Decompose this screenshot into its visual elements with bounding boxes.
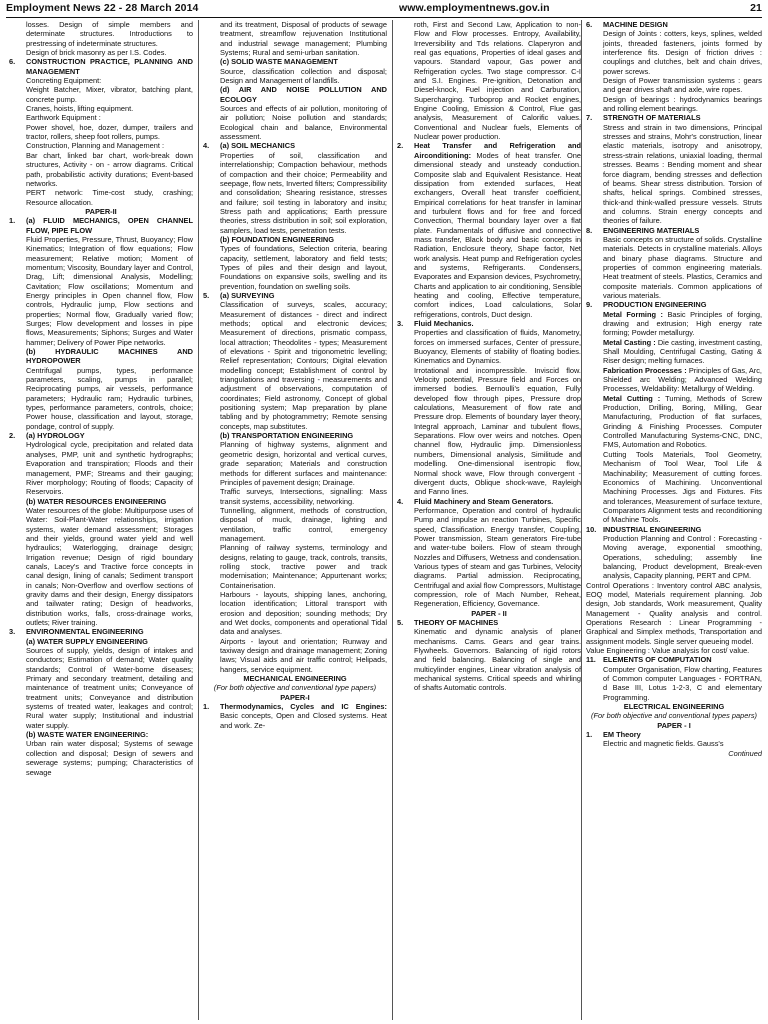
paragraph: Water resources of the globe: Multipurpose uses of Water: Soil-Plant-Water relationships, irrigation systems, water demand assessment; Storages and their yields, ground water yield and well hydraulics; Waterlogging, drainage design; Irrigation revenue; Design of rigid boundary canals, Lacey's and Tractive force concepts in canal design, lining of canals; Sediment transport in canals; Non-Overflow and overflow sections of gravity dams and their design, Energy dissipators and tailwater rating; Design of headworks, distribution works, falls, cross-drainage works, outlets; River training. [26, 505, 193, 627]
paragraph: Traffic surveys, Intersections, signalling: Mass transit systems, accessibility, networking. [220, 487, 387, 506]
section-heading: CONSTRUCTION PRACTICE, PLANNING AND MANAGEMENT [26, 57, 193, 76]
column-divider [581, 20, 582, 1020]
paragraph: Planning of highway systems, alignment and geometric design, horizontal and vertical curves, grade separation; Materials and construction methods for different surfaces and maintenance: Principles of pavement design; Drainage. [220, 440, 387, 487]
paragraph: Design of Power transmission systems : gears and gear drives shaft and axle, wire ropes. [603, 76, 762, 95]
column-divider [392, 20, 393, 1020]
list-item [397, 497, 581, 609]
paragraph: Urban rain water disposal; Systems of sewage collection and disposal; Design of sewers and sewerage systems; pumping; Characteristics of sewage [26, 739, 193, 777]
paragraph: Source, classification collection and disposal; Design and Management of landfills. [220, 66, 387, 86]
section-heading: Fluid Machinery and Steam Generators. [414, 496, 554, 506]
subject-heading: MECHANICAL ENGINEERING [243, 674, 347, 684]
paragraph: PERT network: Time-cost study, crashing; Resource allocation. [26, 188, 193, 207]
item-number: 8. [586, 225, 593, 235]
paragraph: Fluid Properties, Pressure, Thrust, Buoyancy; Flow Kinematics; Integration of flow equations; Flow measurement; Relative motion; Moment of momentum; Viscosity, Boundary layer and Control, Drag, Lift; dimensional Analysis, Modelling; Cavitation; Flow oscillations; Momentum and Energy principles in Open channel flow, Flow controls, Hydraulic jump, Flow sections and properties; Normal flow, Gradually varied flow; Surges; Flow development and losses in pipe flows, Measurements; Siphons; Surges and Water hammer; Delivery of Power Pipe networks. [26, 234, 193, 347]
inline-heading: Heat Transfer and Refrigeration and Airconditioning: [414, 141, 581, 160]
paragraph: Irrotational and incompressible. Inviscid flow. Velocity potential, Pressure field and Forces on immersed bodies. Bernoulli's equation, Fully developed flow through pipes, Pressure drop calculations, Measurement of flow rate and Pressure drop. Elements of boundary layer theory, Integral approach, Laminar and tubulent flows, Separations. Flow over weirs and notches. Open channel flow, Hydraulic jimp. Dimensionless numbers, Dimensional analysis, Similitude and modelling. One-dimensional isentropic flow, Normal shock wave, Flow through convergent - divergent ducts, Oblique shock-wave, Rayleigh and Fanno lines. [414, 365, 581, 497]
paper-heading: PAPER-I [280, 692, 310, 702]
list-item [9, 627, 193, 777]
list-item [586, 525, 762, 581]
list-item [9, 57, 193, 207]
paragraph-text: Die casting, investment casting, Shall Moulding, Centrifugal Casting, Gating & Riser design; melting furnaces. [603, 337, 762, 366]
section-heading: (a) FLUID MECHANICS, OPEN CHANNEL FLOW, PIPE FLOW [26, 216, 193, 235]
header-publication: Employment News 22 - 28 March 2014 [6, 2, 199, 14]
item-number: 10. [586, 524, 597, 534]
section-heading: (b) HYDRAULIC MACHINES AND HYDROPOWER [26, 347, 193, 366]
section-heading: (c) SOLID WASTE MANAGEMENT [220, 57, 338, 67]
item-number: 5. [397, 618, 404, 627]
section-heading: INDUSTRIAL ENGINEERING [603, 524, 702, 534]
inline-heading: Thermodynamics, Cycles and IC Engines: [220, 702, 387, 712]
paragraph: Concreting Equipment: [26, 76, 102, 86]
item-number: 1. [586, 730, 593, 740]
section-heading: (b) TRANSPORTATION ENGINEERING [220, 431, 354, 441]
paragraph: Tunnelling, alignment, methods of construction, disposal of muck, drainage, lighting and ventilation, traffic control, emergency management. [220, 505, 387, 543]
item-number: 6. [586, 20, 593, 29]
paragraph: Value Engineering : Value analysis for cost/ value. [586, 646, 750, 656]
list-item [9, 216, 193, 431]
section-heading: THEORY OF MACHINES [414, 618, 499, 627]
paragraph: Production Planning and Control : Forecasting - Moving average, exponential smoothing, Operations, scheduling; assembly line balancing, Product development, Break-even analysis, Capacity planning, PERT and CPM. [603, 533, 762, 581]
paragraph: Design of brick masonry as per I.S. Codes. [26, 48, 167, 58]
paragraph: Power shovel, hoe, dozer, dumper, trailers and tractor, rollers, sheep foot rollers, pumps. [26, 122, 193, 142]
section-heading: (a) WATER SUPPLY ENGINEERING [26, 636, 148, 646]
paragraph-text: Principles of Gas, Arc, Shielded arc Welding; Advanced Welding Processes, Weldability: Metallurgy of Welding. [603, 365, 762, 394]
list-item [397, 319, 581, 497]
column-1 [9, 20, 193, 1020]
section-heading: (b) WATER RESOURCES ENGINEERING [26, 496, 167, 506]
paragraph: Properties and classification of fluids, Manometry, forces on immersed surfaces, Center of pressure, Buoyancy, Elements of stability of floating bodies. Kinematics and Dynamics. [414, 328, 581, 366]
paragraph: Planning of railway systems, terminology and designs, relating to gauge, track, controls, transits, rolling stock, tractive power and track modernisation; Maintenance; Appurtenant works; Containerisation. [220, 543, 387, 590]
item-number: 2. [9, 431, 16, 441]
continued-label: Continued [728, 748, 762, 758]
subject-note: (For both objective and conventional types papers) [591, 711, 757, 721]
item-number: 7. [586, 113, 593, 123]
header-website[interactable]: www.employmentnews.gov.in [398, 2, 550, 14]
item-number: 2. [397, 141, 404, 151]
subject-note: (For both objective and conventional type papers) [213, 683, 377, 693]
paragraph-text: Modes of heat transfer. One dimensional steady and unsteady conduction. Composite slab and Equivalent Resistance. Heat dissipation from extended surfaces, Heat exchangers, Overall heat transfer coefficient, Empirical correlations for heat transfer in laminar and turbulent flows and for free and forced Convection, Thermal boundary layer over a flat plate. Fundamentals of diffusive and connective mass transfer, Black body and basic concepts in Radiation, Enclosure theory, Shape factor, Net work analysis. Heat pump and Refrigeration cycles and systems, Refrigerants. Condensers, Evaporates and Expansion devices, Psychrometry, Charts and application to air conditioning, Sensible heating and cooling, Effective temperature, comfort indices, Load calculations, Solar refrigerations, controls, Duct design. [414, 150, 581, 319]
paragraph [603, 394, 762, 450]
list-item [586, 730, 762, 749]
list-item [203, 702, 387, 730]
paragraph: Hydrological cycle, precipitation and related data analyses, PMP, unit and synthetic hydrographs; Evaporation and transpiration; Floods and their management, PMF; Streams and their gauging; River morphology; Routing of floods; Capacity of Reservoirs. [26, 440, 193, 497]
paragraph-text: Basic Principles of forging, drawing and extrusion; High energy rate forming; Powder metallurgy. [603, 309, 762, 338]
list-item [586, 20, 762, 113]
section-heading: (b) WASTE WATER ENGINEERING: [26, 730, 149, 740]
inline-heading: Metal Casting : [603, 337, 656, 347]
paragraph: Properties of soil, classification and interrelationship; Compaction behaviour, methods of compaction and their choice; Permeability and seepage, flow nets, Inverted filters; Compressibility and consolidation; Shearing resistance, stresses and failure; soil testing in laboratory and insitu; Stress path and applications; Earth pressure theories, stress distribution in soil; soil exploration, samplers, load tests, penetration tests. [220, 150, 387, 235]
list-item [9, 431, 193, 627]
section-heading: PRODUCTION ENGINEERING [603, 300, 707, 310]
paragraph: Types of foundations, Selection criteria, bearing capacity, settlement, laboratory and field tests; Types of piles and their design and layout, Foundations on expansive soils, swelling and its prevention, foundation on swelling soils. [220, 244, 387, 291]
paragraph: Centrifugal pumps, types, performance parameters, scaling, pumps in parallel; Reciprocating pumps, air vessels, performance parameters; Hydraulic ram; Hydraulic turbines, types, performance parameters, controls, choice; Power house, classification and layout, storage, pondage, control of supply. [26, 365, 193, 431]
paragraph: Weight Batcher, Mixer, vibrator, batching plant, concrete pump. [26, 85, 193, 104]
paragraph: Cutting Tools Materials, Tool Geometry, Mechanism of Tool Wear, Tool Life & Machinability; Measurement of cutting forces. Economics of Machining. Unconventional Machining Processes. Jigs and Fixtures. Fits and tolerances, Measurement of surface texture, Comparators Alignment tests and reconditioning of Machine Tools. [603, 449, 762, 525]
paragraph: Kinematic and dynamic analysis of planer mechanisms. Cams. Gears and gear trains. Flywheels. Governors. Balancing of rigid rotors and field balancing. Balancing of single and multicylinder engines, Linear vibration analysis of mechanical systems. Critical speeds and whirling of shafts Automatic controls. [414, 627, 581, 693]
paragraph: Classification of surveys, scales, accuracy; Measurement of distances - direct and indirect methods; optical and electronic devices; Measurement of directions, prismatic compass, local attraction; Theodolites - types; Measurement of elevations - Spirit and trigonometric levelling; Relief representation; Contours; Digital elevation modelling concept; Establishment of control by triangulations and traversing - measurements and adjustment of observations, computation of coordinates; Field astronomy, Concept of global positioning system; Map preparation by plane tabling and by photogrammetry; Remote sensing concepts, map substitutes. [220, 300, 387, 431]
paper-heading: PAPER - I [657, 720, 691, 730]
subject-heading: ELECTRICAL ENGINEERING [623, 702, 725, 712]
item-number: 6. [9, 57, 16, 67]
paragraph-text: Basic concepts, Open and Closed systems. Heat and work. Ze- [220, 711, 387, 730]
section-heading: ENGINEERING MATERIALS [603, 225, 700, 235]
item-number: 9. [586, 300, 593, 310]
list-item [586, 226, 762, 301]
paragraph [603, 310, 762, 338]
paragraph: Airports - layout and orientation; Runway and taxiway design and drainage management; Zoning laws; Visual aids and air traffic control; Helipads, hangers, service equipment. [220, 636, 387, 674]
paragraph: Cranes, hoists, lifting equipment. [26, 104, 134, 114]
item-number: 3. [9, 627, 16, 637]
list-item [397, 618, 581, 693]
list-item [586, 300, 762, 524]
column-2 [203, 20, 387, 1020]
paper-heading: PAPER-II [85, 206, 117, 216]
inline-heading: Metal Cutting : [603, 393, 661, 403]
paragraph [603, 366, 762, 394]
section-heading: EM Theory [603, 730, 641, 740]
list-item [397, 141, 581, 319]
paragraph: Construction, Planning and Management : [26, 141, 165, 151]
section-heading: (a) SURVEYING [220, 290, 275, 300]
item-number: 4. [397, 496, 404, 506]
paragraph: Design of bearings : hydrodynamics bearings and rolling element bearings. [603, 94, 762, 114]
item-number: 11. [586, 655, 596, 665]
paragraph: Harbours - layouts, shipping lanes, anchoring, location identification; Littoral transport with erosion and deposition; sounding methods; Dry and Wet docks, components and operational Tidal data and analyses. [220, 589, 387, 637]
paragraph: Performance, Operation and control of hydraulic Pump and impulse an reaction Turbines, Specific speed, Classification. Energy transfer, Coupling, Power transmission, Steam generators Fire-tube and water-tube boilers. Flow of steam through Nozzles and Diffusers, Wetness and condensation. Various types of steam and gas Turbines, Velocity diagrams. Partial admission. Reciprocating, Centrifugal and axial flow Compressors, Multistage compression, role of Mach Number, Reheat, Regeneration, Efficiency, Governance. [414, 505, 581, 609]
paragraph: and its treatment, Disposal of products of sewage treatment, streamflow rejuvenation Institutional and industrial sewage management; Plumbing Systems; Rural and semi-urban sanitation. [220, 20, 387, 58]
section-heading: (b) FOUNDATION ENGINEERING [220, 234, 335, 244]
page-header [6, 2, 762, 16]
list-item [203, 141, 387, 291]
paragraph: losses. Design of simple members and determinate structures. Introductions to prestressing of indeterminate structures. [26, 20, 193, 48]
section-heading: (a) HYDROLOGY [26, 431, 85, 441]
paragraph: Sources of supply, yields, design of intakes and conductors; Estimation of demand; Water quality standards; Control of Water-borne diseases; Primary and secondary treatment, detailing and maintenance of treatment units; Conveyance of treatment units; Conveyance and distribution systems of treated water, leakages and control; Rural water supply; Institutional and industrial water supply. [26, 646, 193, 730]
column-4 [586, 20, 762, 1020]
column-divider [198, 20, 199, 1020]
paragraph: Sources and effects of air pollution, monitoring of air pollution; Noise pollution and standards; Ecological chain and balance, Environmental assessment. [220, 104, 387, 142]
list-item [203, 291, 387, 674]
section-heading: MACHINE DESIGN [603, 20, 668, 29]
list-item [586, 113, 762, 225]
paragraph: Basic concepts on structure of solids. Crystalline materials. Detects in crystalline materials. Alloys and binary phase diagrams. Structure and properties of common engineering materials. Heat treatment of steels. Plastics, Ceramics and composite materials. Common applications of various materials. [603, 234, 762, 300]
paragraph: Control Operations : Inventory control ABC analysis, EOQ model, Materials requirement planning. Job design, Job standards, Work measurement, Quality Management - Quality analysis and control. Operations Research : Linear Programming - Graphical and Simplex methods, Transportation and assignment models. Single server queueing model. [586, 580, 762, 646]
item-number: 1. [9, 216, 16, 226]
item-number: 1. [203, 702, 210, 712]
paragraph: Earthwork Equipment : [26, 113, 101, 123]
list-item [586, 655, 762, 702]
paragraph: Computer Organisation, Flow charting, Features of Common computer Languages - FORTRAN, d Base III, Lotus 1-2-3, C and elementary Programming. [603, 664, 762, 702]
paragraph: Stress and strain in two dimensions, Principal stresses and strains, Mohr's construction, linear elastic materials, isotropy and anisotropy, stress-strain relations, uniaxial loading, thermal stresses. Beams : Bending moment and shear force diagram, bending stresses and deflection of beams. Shear stress distribution. Torsion of shafts, helical springs. Combined stresses, thick-and think-walled pressure vessels. Struts and columns. Strain energy concepts and theories of failure. [603, 122, 762, 226]
section-heading: (d) AIR AND NOISE POLLUTION AND ECOLOGY [220, 85, 387, 104]
header-page-number: 21 [750, 2, 762, 14]
section-heading: ENVIRONMENTAL ENGINEERING [26, 627, 144, 637]
item-number: 3. [397, 319, 404, 328]
section-heading: Fluid Mechanics. [414, 319, 474, 328]
inline-heading: Fabrication Processes : [603, 365, 687, 375]
item-number: 5. [203, 290, 210, 300]
item-number: 4. [203, 141, 210, 151]
paragraph: Design of Joints : cotters, keys, splines, welded joints, threaded fasteners, joints formed by interference fits. Design of friction drives : couplings and clutches, belt and chain drives, power screws. [603, 29, 762, 76]
paragraph [220, 702, 387, 730]
header-rule [6, 17, 762, 18]
column-3 [397, 20, 581, 1020]
paragraph: roth, First and Second Law, Application to non-Flow and Flow processes. Entropy, Availability, Irreversibility and Tds relations. Claperyron and real gas equations, Properties of ideal gases and vapours. Standard vapour, Gas power and Refrigeration cycles. Two stage compressor. C-I and S.I. Engines. Pre-ignition, Detonation and Diesel-knock, Fuel injection and Carburation, Supercharging. Turboprop and Rocket engines, Engine Cooling, Emission & Control, Flue gas analysis, Measurement of Calorific values. Conventional and Nuclear fuels, Elements of Nuclear power production. [414, 20, 581, 142]
paragraph-text: Turning, Methods of Screw Production, Drilling, Boring, Milling, Gear Manufacturing, Production of flat surfaces, Grinding & Finishing Processes. Computer Controlled Manufacturing Systems-CNC, DNC, FMS, Automation and Robotics. [603, 393, 762, 450]
section-heading: (a) SOIL MECHANICS [220, 141, 296, 151]
paragraph: Electric and magnetic fields. Gauss's [603, 739, 724, 749]
section-heading: ELEMENTS OF COMPUTATION [603, 655, 712, 665]
paragraph [603, 338, 762, 366]
inline-heading: Metal Forming : [603, 309, 663, 319]
paragraph: Bar chart, linked bar chart, work-break down structures, Activity - on - arrow diagrams. Critical path, probabilistic activity durations; Event-based networks. [26, 150, 193, 188]
paragraph [414, 141, 581, 319]
section-heading: STRENGTH OF MATERIALS [603, 113, 701, 123]
paper-heading: PAPER - II [471, 608, 507, 618]
